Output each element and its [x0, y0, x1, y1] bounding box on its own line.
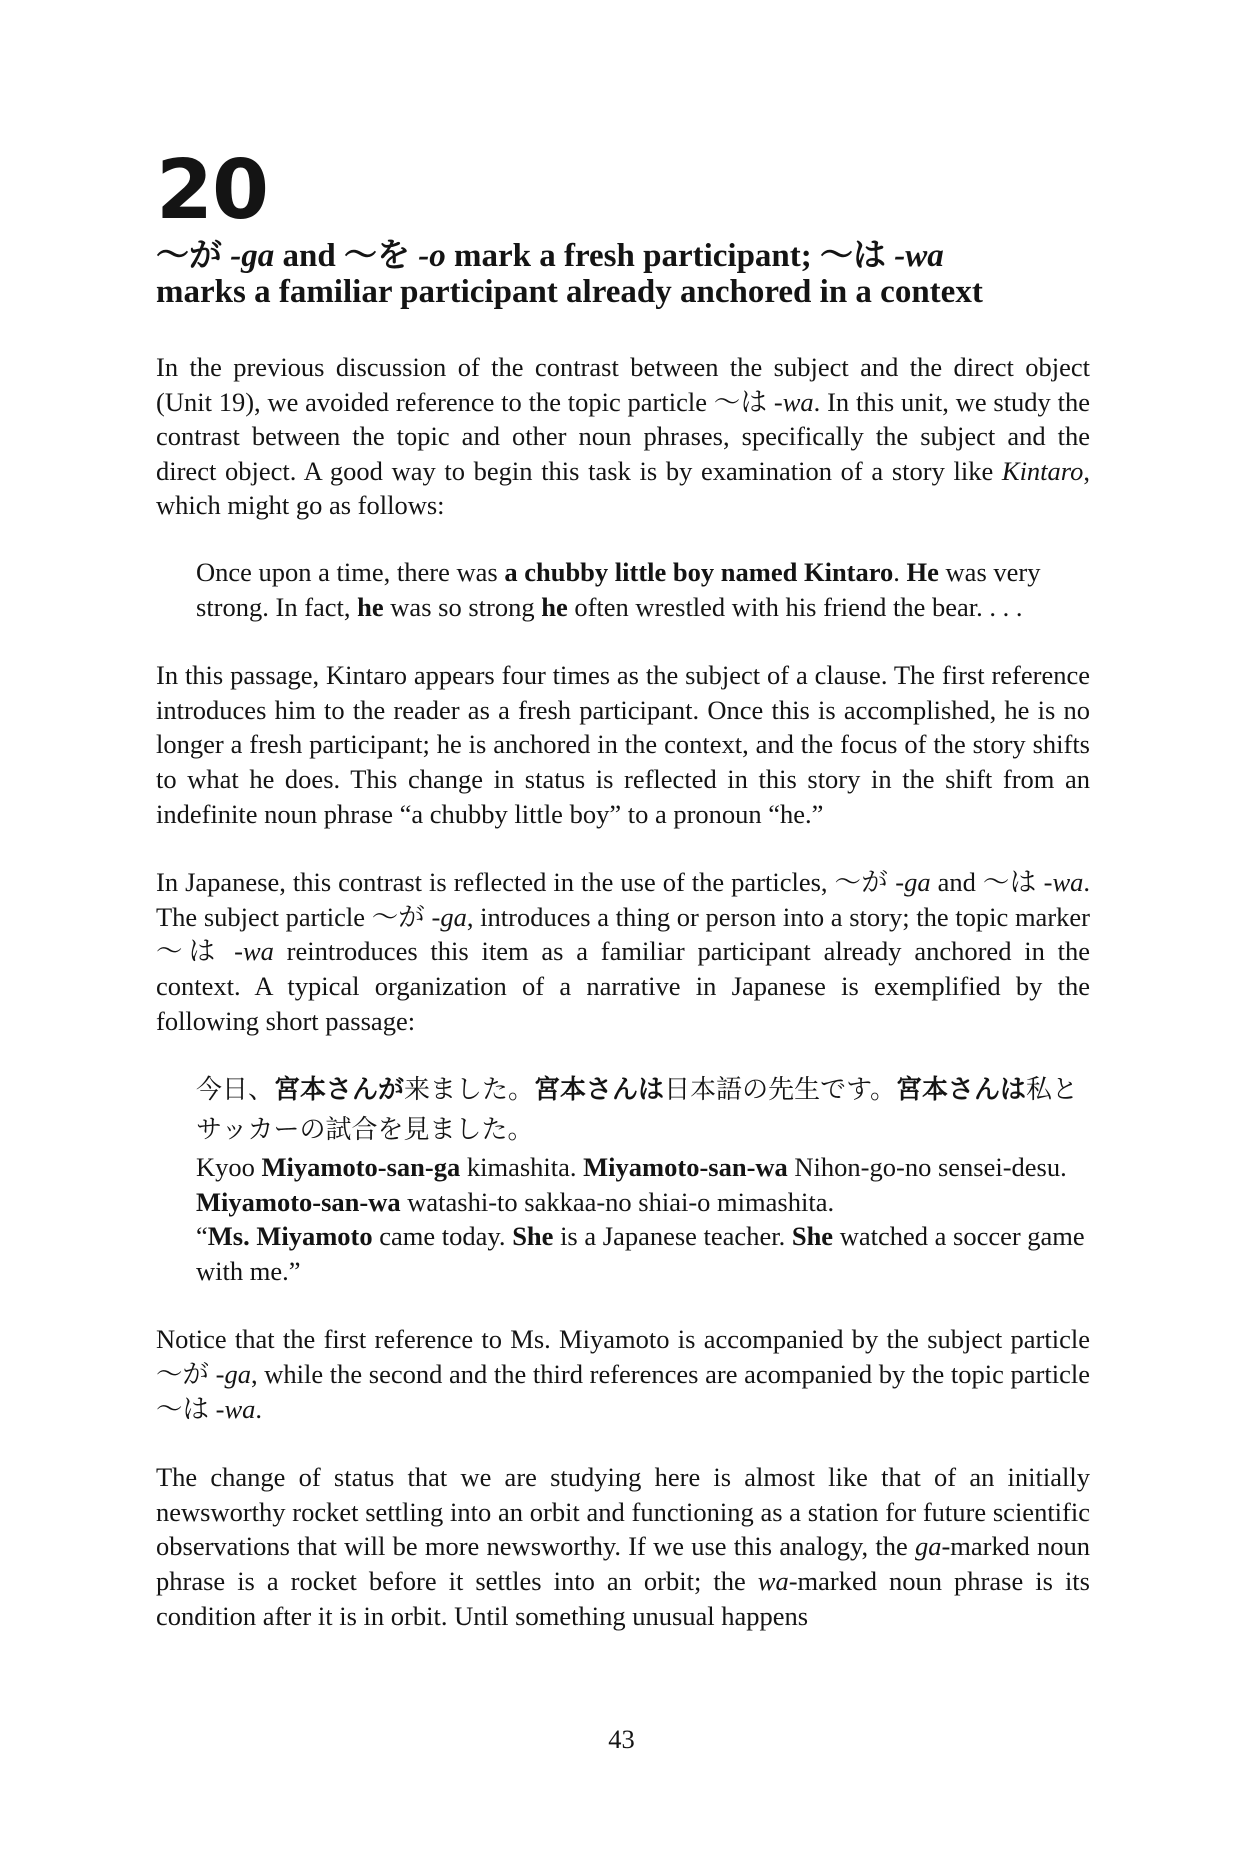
paragraph-rocket-analogy	[156, 1460, 1090, 1633]
text-run: reintroduces this item as a familiar participant already anchored in the context. A typical organization of a narrative in Japanese is exemplified by the following short passage:	[156, 936, 1091, 1036]
text-run: She	[512, 1221, 554, 1252]
text-run: ga	[914, 1531, 942, 1562]
text-run: 宮本さんは	[895, 1075, 1026, 1106]
text-run: wa	[757, 1566, 789, 1597]
text-run: Kintaro	[1001, 455, 1084, 486]
text-run: 今日、	[196, 1075, 275, 1106]
text-run: Kyoo	[196, 1152, 262, 1183]
text-run: a chubby little boy named Kintaro	[504, 556, 894, 587]
paragraph-intro	[156, 350, 1090, 523]
text-run: -wa	[1043, 867, 1084, 898]
text-run: was so strong	[383, 591, 542, 622]
example-english	[196, 1219, 1090, 1288]
text-run: 宮本さんが	[274, 1075, 405, 1106]
title-part: ～を	[343, 238, 410, 274]
unit-number: 20	[156, 143, 269, 238]
text-run: Ms. Miyamoto	[207, 1221, 373, 1252]
paragraph-notice	[156, 1322, 1090, 1426]
text-run: Notice that the first reference to Ms. Miyamoto is accompanied by the subject particle ～が	[156, 1324, 1090, 1390]
example-miyamoto	[196, 1070, 1090, 1288]
text-run: Miyamoto-san-ga	[261, 1152, 461, 1183]
page-number: 43	[608, 1724, 635, 1754]
text-run: -wa	[215, 1393, 256, 1424]
page-content	[156, 143, 1091, 1633]
example-romaji	[196, 1150, 1090, 1219]
text-run: .	[893, 556, 907, 587]
title-part: -wa	[894, 238, 944, 274]
text-run: , which might go as follows:	[156, 455, 1090, 521]
text-run: was very strong. In fact,	[196, 556, 1041, 622]
title-line-2: marks a familiar participant already anchored in a context	[156, 274, 983, 310]
text-run: watashi-to sakkaa-no shiai-o mimashita.	[400, 1186, 835, 1217]
text-run: -marked noun phrase is its condition after it is in orbit. Until something unusual happens	[156, 1566, 1090, 1631]
text-run: She	[791, 1221, 834, 1252]
text-run: Miyamoto-san-wa	[196, 1186, 401, 1217]
text-run: . In this unit, we study the contrast between the topic and other noun phrases, specifically the subject and the direct object. A good way to begin this task is by examination of a story like	[156, 386, 1090, 486]
title-part: -ga	[230, 238, 275, 274]
text-run: , while the second and the third references are acompanied by the topic particle ～は	[156, 1359, 1090, 1424]
text-run: In Japanese, this contrast is reflected in the use of the particles, ～が	[156, 867, 896, 898]
text-run: and ～は	[930, 867, 1044, 898]
text-run: 宮本さんは	[534, 1075, 665, 1106]
text-run: came today.	[372, 1221, 513, 1252]
title-part: ～は	[820, 238, 886, 274]
text-run: -marked noun phrase is a rocket before it settles into an orbit; the	[156, 1531, 1090, 1597]
paragraph-japanese-contrast	[156, 865, 1090, 1038]
text-run: Once upon a time, there was	[196, 556, 505, 587]
text-run: kimashita.	[460, 1152, 584, 1183]
text-run: often wrestled with his friend the bear. . . .	[567, 591, 1023, 622]
text-run: . The subject particle ～が	[156, 867, 1090, 932]
text-run: 来ました。	[404, 1075, 535, 1106]
text-run: he	[357, 591, 384, 622]
title-part: and	[274, 238, 344, 274]
text-run: He	[906, 556, 939, 587]
text-run: -ga	[431, 901, 467, 932]
example-kintaro	[196, 555, 1090, 624]
text-run: -ga	[215, 1359, 251, 1390]
text-run: In the previous discussion of the contrast between the subject and the direct object (Unit 19), we avoided reference to the topic particle ～は	[156, 352, 1090, 417]
example-japanese	[196, 1070, 1090, 1150]
text-run: .	[255, 1393, 262, 1424]
text-run: , introduces a thing or person into a story; the topic marker ～は	[156, 901, 1090, 967]
text-run: 私とサッカーの試合を見ました。	[196, 1075, 1079, 1146]
text-run: -ga	[895, 867, 931, 898]
text-run: he	[541, 591, 568, 622]
text-run: watched a soccer game with me.”	[196, 1221, 1085, 1286]
unit-title	[156, 238, 1090, 310]
text-run: Nihon-go-no sensei-desu.	[787, 1152, 1067, 1183]
title-part: ～が	[156, 238, 222, 274]
text-run: -wa	[773, 386, 814, 417]
text-run: 日本語の先生です。	[664, 1075, 896, 1106]
title-part: mark a fresh participant;	[445, 238, 820, 274]
text-run: “	[196, 1221, 208, 1252]
paragraph-passage: In this passage, Kintaro appears four times as the subject of a clause. The first reference introduces him to the reader as a fresh participant. Once this is accomplished, he is no longer a fresh participant; he is anchored in the context, and the focus of the story shifts to what he does. This change in status is reflected in this story in the shift from an indefinite noun phrase “a chubby little boy” to a pronoun “he.”	[156, 660, 1090, 829]
text-run: -wa	[234, 936, 274, 967]
text-run: The change of status that we are studying here is almost like that of an initially newsworthy rocket settling into an orbit and functioning as a station for future scientific observations that will be more newsworthy. If we use this analogy, the	[156, 1462, 1090, 1562]
title-part: -o	[418, 238, 446, 274]
text-run: Miyamoto-san-wa	[583, 1152, 788, 1183]
text-run: is a Japanese teacher.	[553, 1221, 792, 1252]
